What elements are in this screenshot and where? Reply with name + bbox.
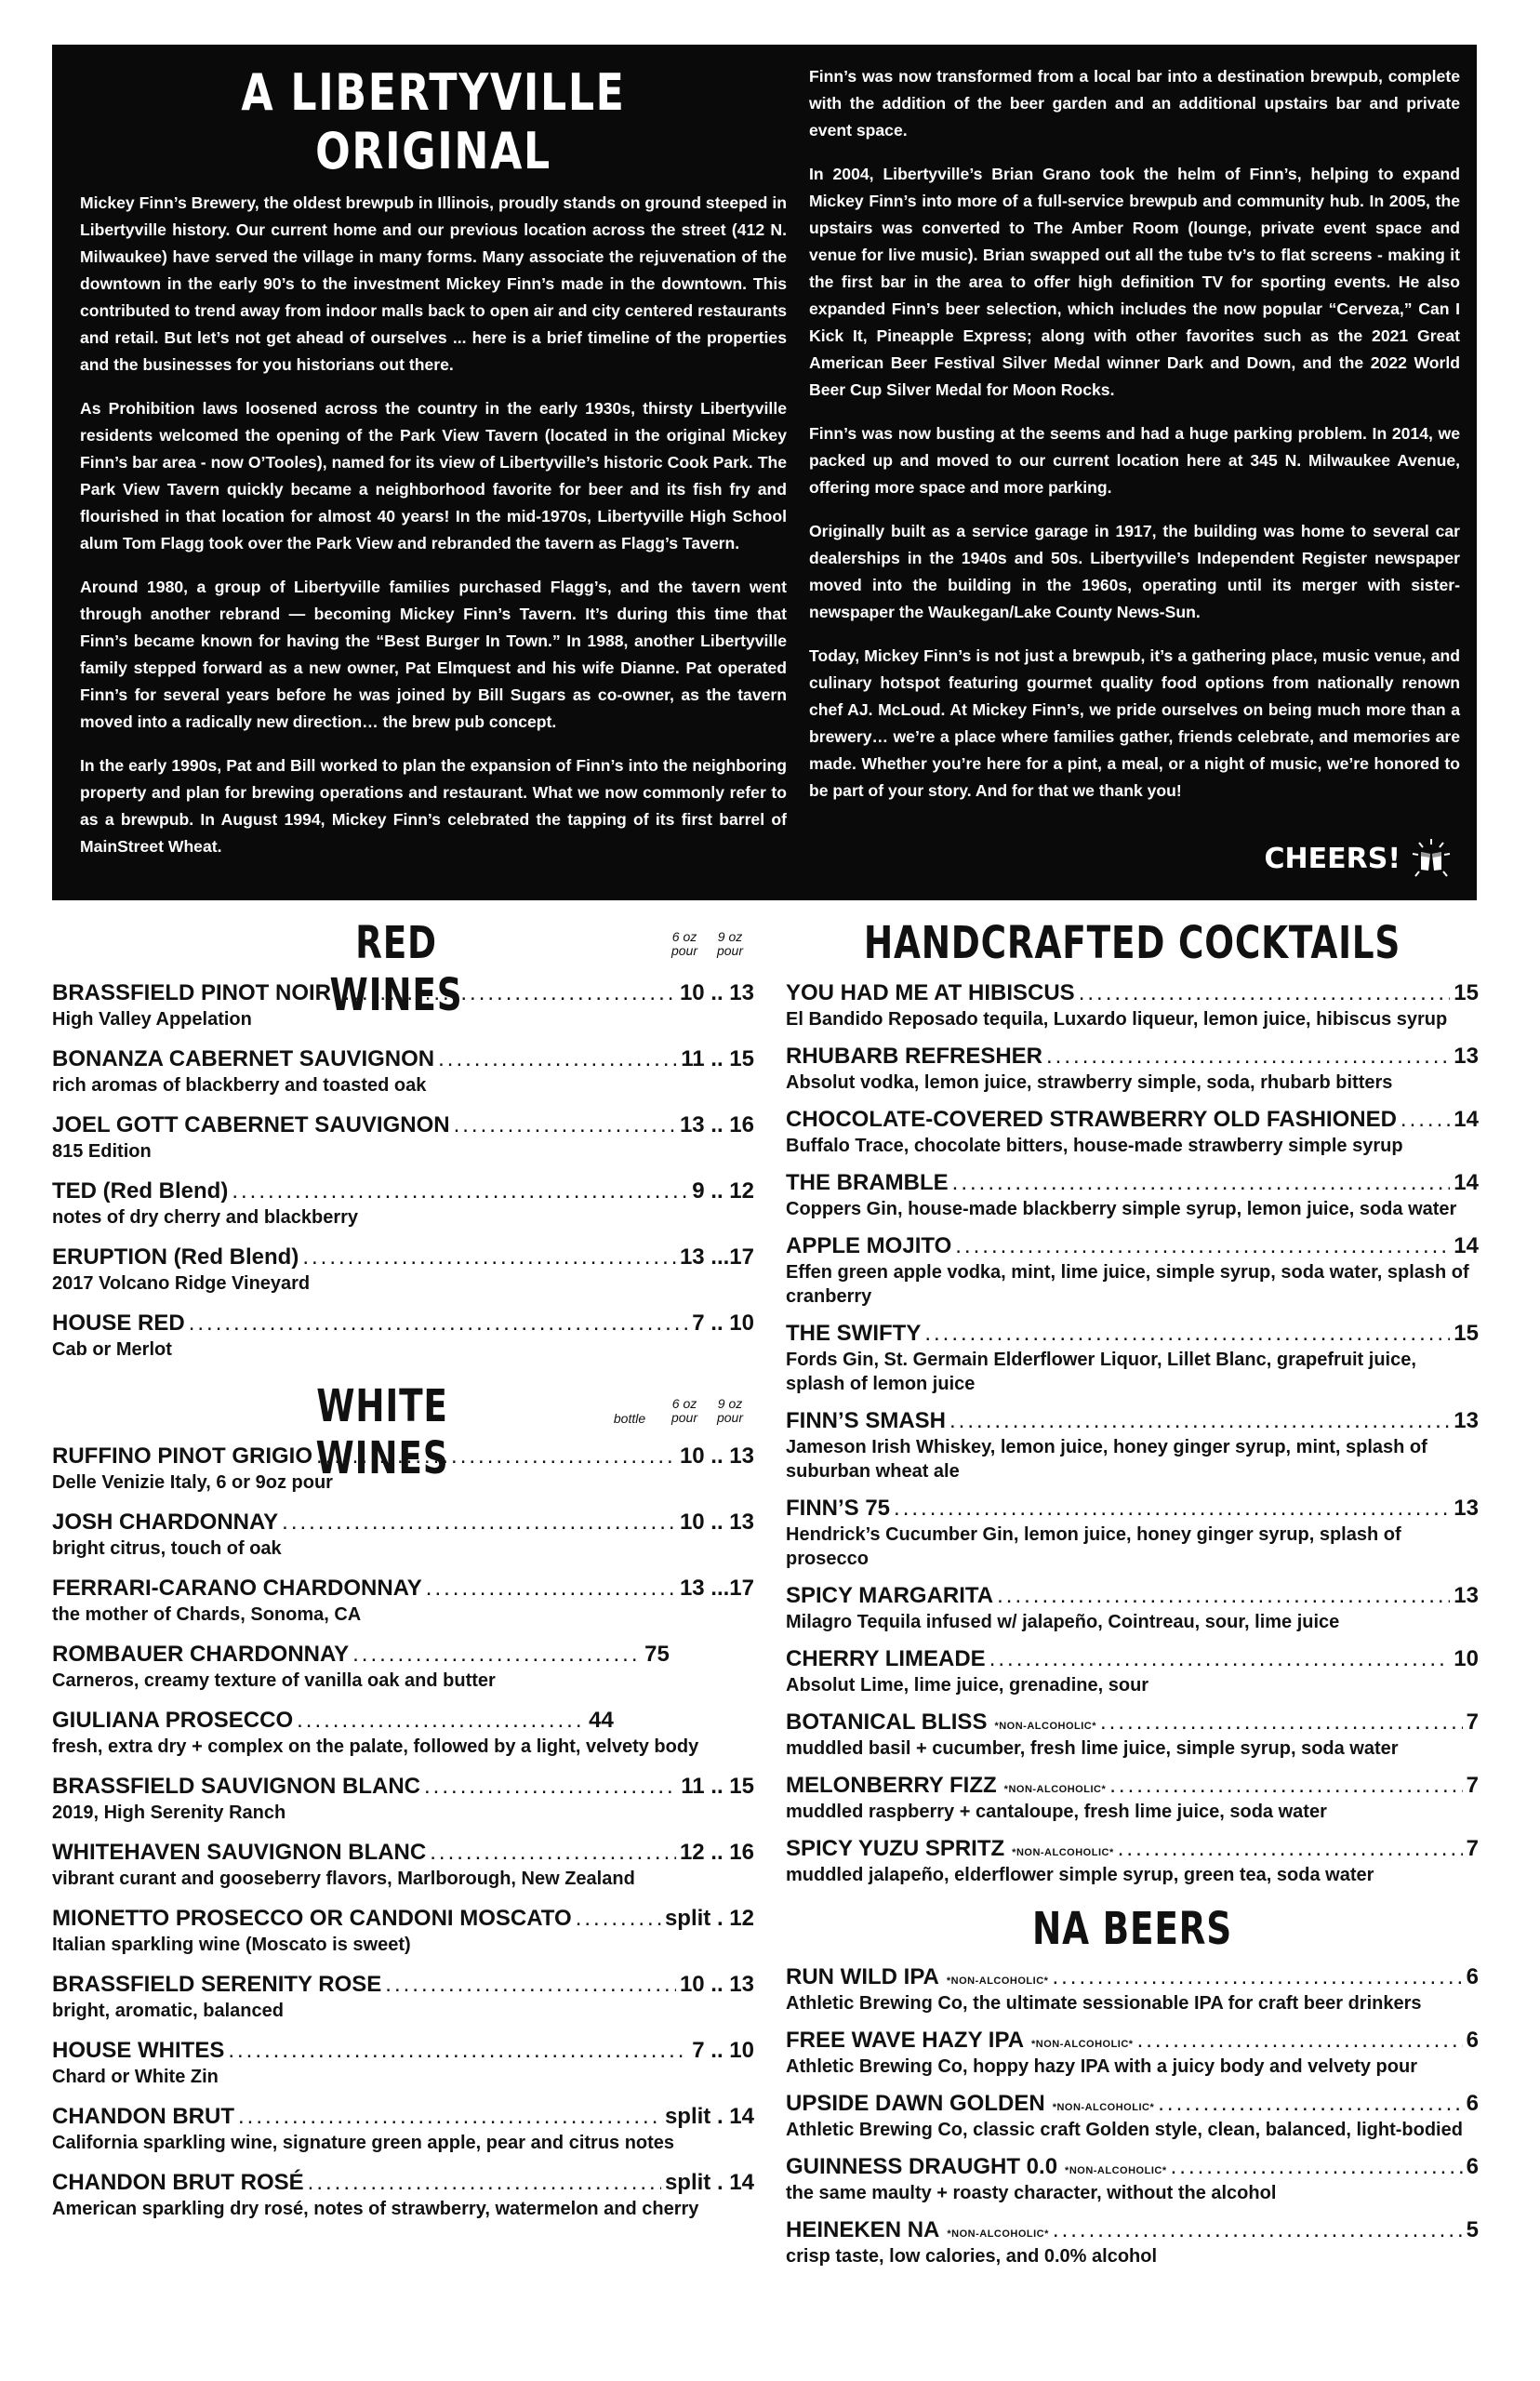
menu-item-row [786,1496,1479,1522]
menu-item [786,980,1479,1031]
menu-item [786,1773,1479,1824]
menu-item-name: THE BRAMBLE [786,1170,949,1195]
wines-column [52,915,754,2236]
menu-item-price: 6 [1466,2154,1479,2179]
history-paragraph: Finn’s was now busting at the seems and had a huge parking problem. In 2014, we packed up and moved to our current location here at 345 N. Milwaukee Avenue, offering more space and more parking. [809,424,1460,497]
menu-item-price: 13 [1454,1496,1479,1521]
non-alcoholic-tag: *NON-ALCOHOLIC* [1012,1847,1114,1858]
menu-item-row [52,1510,754,1536]
menu-item [786,1170,1479,1221]
menu-item-name: TED (Red Blend) [52,1178,229,1204]
menu-item [786,2028,1479,2079]
drinks-column [786,915,1479,2281]
dot-leader [426,1576,676,1602]
menu-item-price: 7 [1466,1836,1479,1861]
menu-item [786,1709,1479,1761]
menu-item-description: El Bandido Reposado tequila, Luxardo liqueur, lemon juice, hibiscus syrup [786,1009,1448,1030]
menu-item [52,2170,754,2221]
history-paragraph: Originally built as a service garage in 1917, the building was home to several car dealerships in the 1940s and 50s. Libertyville’s Independent Register newspaper moved into the building in the 1960s, operating until its merger with sister-newspaper the Waukegan/Lake County News-Sun. [809,522,1460,621]
menu-item-name: HOUSE WHITES [52,2038,225,2063]
menu-item-price: 14 [1454,1107,1479,1132]
menu-item-description: fresh, extra dry + complex on the palate, followed by a light, velvety body [52,1736,699,1757]
menu-item-description: rich aromas of blackberry and toasted oak [52,1075,427,1096]
menu-item-description: Carneros, creamy texture of vanilla oak and butter [52,1670,496,1691]
menu-item-description: muddled jalapeño, elderflower simple syrup, green tea, soda water [786,1865,1374,1885]
menu-item-description: Effen green apple vodka, mint, lime juice, simple syrup, soda water, splash of cranberry [786,1262,1469,1307]
menu-item-price: split . 12 [664,1906,754,1931]
menu-item [786,2091,1479,2142]
menu-item-name: BRASSFIELD PINOT NOIR [52,980,332,1005]
menu-item-description: Buffalo Trace, chocolate bitters, house-made strawberry simple syrup [786,1136,1403,1156]
menu-item-row [52,2104,754,2130]
history-left-column [80,63,787,877]
dot-leader [1158,2091,1462,2117]
menu-item-name: CHERRY LIMEADE [786,1646,986,1671]
dot-leader [1046,1044,1450,1070]
menu-item-price: 11 .. 15 [681,1046,754,1071]
menu-item-row [786,1773,1479,1799]
menu-item-price: 15 [1454,1321,1479,1346]
menu-item-row [786,2217,1479,2243]
menu-item [52,1906,754,1957]
dot-leader [1052,1964,1462,1990]
menu-item-row [786,1233,1479,1259]
menu-item-price: 14 [1454,1170,1479,1195]
menu-item-row [52,1178,754,1204]
menu-item-name: SPICY MARGARITA [786,1583,994,1608]
dot-leader [302,1244,676,1270]
menu-item-description: crisp taste, low calories, and 0.0% alcohol [786,2246,1158,2267]
menu-item-price: 13 ...17 [679,1244,754,1270]
menu-item-row [52,1244,754,1270]
na-beers-title: NA BEERS [1031,1903,1233,1955]
menu-item-price: 6 [1466,2091,1479,2116]
dot-leader [1118,1836,1463,1862]
na-beers-list [786,1964,1479,2268]
non-alcoholic-tag: *NON-ALCOHOLIC* [946,1975,1049,1987]
menu-item [52,1178,754,1230]
menu-item-price: 9 .. 12 [692,1178,754,1204]
dot-leader [955,1233,1450,1259]
cheers-sign [1265,837,1454,880]
menu-item-price: 5 [1466,2217,1479,2242]
menu-item-price: 6 [1466,1964,1479,1989]
menu-item-name: GIULIANA PROSECCO [52,1708,294,1733]
menu-item-price: 13 [1454,1044,1479,1069]
menu-item-description: 815 Edition [52,1141,152,1162]
menu-item-row [52,1840,754,1866]
menu-item [786,1107,1479,1158]
menu-item-name: MIONETTO PROSECCO OR CANDONI MOSCATO [52,1906,572,1931]
menu-item-name: UPSIDE DAWN GOLDEN [786,2091,1045,2116]
menu-item-price: 7 [1466,1709,1479,1735]
menu-item-row [786,1170,1479,1196]
menu-item-price: split . 14 [664,2170,754,2195]
menu-item-row [52,2038,754,2064]
menu-item-price: 6 [1466,2028,1479,2053]
menu-item-row [786,1646,1479,1672]
menu-item-name: GUINNESS DRAUGHT 0.0 [786,2154,1058,2179]
dot-leader [308,2170,661,2196]
menu-item-price: 15 [1454,980,1479,1005]
dot-leader [1171,2154,1463,2180]
dot-leader [454,1112,676,1138]
history-title: A LIBERTYVILLE ORIGINAL [241,63,626,180]
menu-item [786,1044,1479,1095]
dot-leader [1401,1107,1450,1133]
menu-item-description: vibrant curant and gooseberry flavors, Marlborough, New Zealand [52,1869,635,1889]
dot-leader [438,1046,677,1072]
pour-header-6oz: 6 oz pour [670,929,698,958]
dot-leader [385,1972,676,1998]
menu-item-name: THE SWIFTY [786,1321,922,1346]
red-wines-title: RED WINES [329,917,463,1021]
menu-item-name: BRASSFIELD SAUVIGNON BLANC [52,1774,421,1799]
menu-item-name: BRASSFIELD SERENITY ROSE [52,1972,382,1997]
menu-item-description: Coppers Gin, house-made blackberry simple syrup, lemon juice, soda water [786,1199,1457,1219]
menu-item-description: American sparkling dry rosé, notes of strawberry, watermelon and cherry [52,2199,699,2219]
menu-item-description: California sparkling wine, signature green apple, pear and citrus notes [52,2133,675,2153]
menu-item [52,1576,754,1627]
menu-item-price: 13 [1454,1408,1479,1433]
menu-item-row [52,1774,754,1800]
menu-item-description: Absolut vodka, lemon juice, strawberry simple, soda, rhubarb bitters [786,1072,1393,1093]
menu-item-description: Italian sparkling wine (Moscato is sweet) [52,1935,411,1955]
menu-item-row [786,2154,1479,2180]
menu-item-name: APPLE MOJITO [786,1233,952,1258]
menu-item-name: ERUPTION (Red Blend) [52,1244,299,1270]
menu-item-name: WHITEHAVEN SAUVIGNON BLANC [52,1840,427,1865]
menu-item-description: muddled basil + cucumber, fresh lime juice, simple syrup, soda water [786,1738,1399,1759]
dot-leader [952,1170,1451,1196]
white-wines-list [52,1443,754,2221]
menu-item [52,1708,754,1759]
menu-item-row [786,1044,1479,1070]
cocktails-header [786,915,1479,980]
dot-leader [238,2104,661,2130]
menu-item-row [52,1642,754,1668]
menu-item-name: SPICY YUZU SPRITZ [786,1836,1005,1861]
dot-leader [430,1840,676,1866]
menu-item-price: 10 .. 13 [679,1972,754,1997]
menu-item-description: Chard or White Zin [52,2067,219,2087]
cocktails-title: HANDCRAFTED COCKTAILS [863,917,1401,969]
menu-item-description: 2019, High Serenity Ranch [52,1802,286,1823]
dot-leader [1100,1709,1463,1736]
menu-item-description: the same maulty + roasty character, without the alcohol [786,2183,1277,2203]
menu-item-price: 44 [589,1708,614,1733]
menu-item-name: JOEL GOTT CABERNET SAUVIGNON [52,1112,450,1137]
dot-leader [989,1646,1451,1672]
menu-item-row [786,2028,1479,2054]
menu-item-description: Hendrick’s Cucumber Gin, lemon juice, honey ginger syrup, splash of prosecco [786,1524,1401,1569]
menu-item-description: Cab or Merlot [52,1339,172,1360]
dot-leader [1137,2028,1463,2054]
menu-item-row [52,1708,754,1734]
beer-mugs-icon [1410,837,1453,880]
pour-header-bottle: bottle [613,1411,646,1426]
menu-item-row [786,2091,1479,2117]
menu-item-name: BONANZA CABERNET SAUVIGNON [52,1046,435,1071]
non-alcoholic-tag: *NON-ALCOHOLIC* [1052,2102,1155,2113]
dot-leader [282,1510,676,1536]
non-alcoholic-tag: *NON-ALCOHOLIC* [947,2228,1049,2240]
menu-item-row [786,980,1479,1006]
history-paragraph: Around 1980, a group of Libertyville families purchased Flagg’s, and the tavern went through another rebrand — becoming Mickey Finn’s Tavern. It’s during this time that Finn’s became known for having the “Best Burger In Town.” In 1988, another Libertyville family stepped forward as a new owner, Pat Elmquest and his wife Dianne. Pat operated Finn’s for several years before he was joined by Bill Sugars as co-owner, as the tavern moved into a radically new direction… the brew pub concept. [80,578,787,731]
dot-leader [424,1774,677,1800]
menu-item [786,1496,1479,1571]
dot-leader [1053,2217,1463,2243]
menu-item-row [786,1583,1479,1609]
menu-item-name: FINN’S SMASH [786,1408,947,1433]
menu-item-description: Athletic Brewing Co, classic craft Golden style, clean, balanced, light-bodied [786,2120,1463,2140]
menu-item [786,2217,1479,2268]
dot-leader [232,1178,688,1204]
menu-item [786,1836,1479,1887]
menu-item-row [786,1836,1479,1862]
history-paragraph: Finn’s was now transformed from a local bar into a destination brewpub, complete with the addition of the beer garden and an additional upstairs bar and private event space. [809,67,1460,140]
menu-item-price: 11 .. 15 [681,1774,754,1799]
menu-item [52,1642,754,1693]
dot-leader [352,1642,641,1668]
menu-item-description: Jameson Irish Whiskey, lemon juice, honey ginger syrup, mint, splash of suburban wheat ale [786,1437,1427,1482]
menu-item-price: 10 [1454,1646,1479,1671]
dot-leader [894,1496,1450,1522]
history-right-column [809,63,1460,821]
menu-item-row [52,1972,754,1998]
menu-item-price: 12 .. 16 [679,1840,754,1865]
menu-item [52,1310,754,1362]
menu-item-row [52,2170,754,2196]
menu-item-description: muddled raspberry + cantaloupe, fresh lime juice, soda water [786,1802,1327,1822]
menu-item-price: 75 [644,1642,670,1667]
menu-item-row [786,1321,1479,1347]
dot-leader [576,1906,661,1932]
menu-item [786,1964,1479,2015]
dot-leader [1079,980,1451,1006]
menu-item-price: 10 .. 13 [679,980,754,1005]
menu-item-row [52,1310,754,1337]
menu-item-name: JOSH CHARDONNAY [52,1510,279,1535]
history-paragraph: Mickey Finn’s Brewery, the oldest brewpub in Illinois, proudly stands on ground steeped in Libertyville history. Our current home and our previous location across the street (412 N. Milwaukee) have served the village in many forms. Many associate the rejuvenation of the downtown in the early 90’s to the investment Mickey Finn’s made in the downtown. This contributed to trend away from indoor malls back to open air and city centered restaurants and retail. But let’s not get ahead of ourselves ... here is a brief timeline of the properties and the businesses for you historians out there. [80,193,787,374]
menu-item-description: notes of dry cherry and blackberry [52,1207,359,1228]
history-paragraph: Today, Mickey Finn’s is not just a brewpub, it’s a gathering place, music venue, and culinary hotspot featuring gourmet quality food options from nationally renown chef AJ. McLoud. At Mickey Finn’s, we pride ourselves on being much more than a brewery… we’re a place where families gather, friends celebrate, and memories are made. Whether you’re here for a pint, a meal, or a night of music, we’re honored to be part of your story. And for that we thank you! [809,646,1460,800]
menu-item-name: FREE WAVE HAZY IPA [786,2028,1025,2053]
menu-item-description: Delle Venizie Italy, 6 or 9oz pour [52,1472,333,1493]
history-panel [52,45,1477,900]
menu-item [52,2038,754,2089]
menu-item [52,1510,754,1561]
menu-item-name: CHANDON BRUT [52,2104,234,2129]
menu-item-row [786,1964,1479,1990]
menu-item-row [52,1906,754,1932]
menu-item [52,1840,754,1891]
menu-item-price: 13 [1454,1583,1479,1608]
menu-item-price: 7 .. 10 [692,1310,754,1336]
menu-item-row [52,1046,754,1072]
history-paragraph: In the early 1990s, Pat and Bill worked to plan the expansion of Finn’s into the neighboring property and plan for brewing operations and restaurant. What we now commonly refer to as a brewpub. In August 1994, Mickey Finn’s celebrated the tapping of its first barrel of MainStreet Wheat. [80,756,787,856]
menu-item-name: MELONBERRY FIZZ [786,1773,997,1798]
menu-item-name: HOUSE RED [52,1310,185,1336]
menu-item-row [786,1408,1479,1434]
white-wines-title: WHITE WINES [315,1380,449,1484]
menu-item [52,1112,754,1164]
pour-header-6oz: 6 oz pour [670,1396,698,1425]
menu-item-price: split . 14 [664,2104,754,2129]
menu-item [52,1244,754,1296]
menu-item-row [52,1576,754,1602]
menu-item-name: FERRARI-CARANO CHARDONNAY [52,1576,422,1601]
menu-item-row [786,1709,1479,1736]
menu-item-description: the mother of Chards, Sonoma, CA [52,1604,362,1625]
menu-item-description: bright citrus, touch of oak [52,1538,282,1559]
menu-item-name: CHANDON BRUT ROSÉ [52,2170,304,2195]
menu-item-name: FINN’S 75 [786,1496,891,1521]
menu-item [52,2104,754,2155]
dot-leader [297,1708,585,1734]
menu-item-price: 7 [1466,1773,1479,1798]
non-alcoholic-tag: *NON-ALCOHOLIC* [1003,1784,1107,1795]
non-alcoholic-tag: *NON-ALCOHOLIC* [1031,2039,1134,2050]
menu-item-name: CHOCOLATE-COVERED STRAWBERRY OLD FASHIONED [786,1107,1397,1132]
non-alcoholic-tag: *NON-ALCOHOLIC* [994,1721,1097,1732]
menu-item-price: 7 .. 10 [692,2038,754,2063]
menu-item-name: RUFFINO PINOT GRIGIO [52,1443,312,1469]
menu-item-description: Athletic Brewing Co, hoppy hazy IPA with a juicy body and velvety pour [786,2056,1417,2077]
red-wines-list [52,980,754,1362]
menu-item-name: BOTANICAL BLISS [786,1709,988,1735]
menu-item-name: HEINEKEN NA [786,2217,940,2242]
menu-item-row [52,1112,754,1138]
non-alcoholic-tag: *NON-ALCOHOLIC* [1065,2165,1167,2176]
dot-leader [1109,1773,1462,1799]
pour-header-9oz: 9 oz pour [716,1396,744,1425]
menu-item [786,1321,1479,1396]
menu-item-name: RHUBARB REFRESHER [786,1044,1043,1069]
menu-item-price: 10 .. 13 [679,1510,754,1535]
pour-header-9oz: 9 oz pour [716,929,744,958]
menu-item-row [786,1107,1479,1133]
history-paragraph: As Prohibition laws loosened across the country in the early 1930s, thirsty Libertyville residents welcomed the opening of the Park View Tavern (located in the original Mickey Finn’s bar area - now O’Tooles), named for its view of Libertyville’s historic Cook Park. The Park View Tavern quickly became a neighborhood favorite for beer and its fish fry and flourished in that location for almost 40 years! In the mid-1970s, Libertyville High School alum Tom Flagg took over the Park View and rebranded the tavern as Flagg’s Tavern. [80,399,787,552]
menu-item [52,1774,754,1825]
menu-item-price: 14 [1454,1233,1479,1258]
dot-leader [189,1310,689,1337]
dot-leader [997,1583,1450,1609]
menu-item-description: 2017 Volcano Ridge Vineyard [52,1273,311,1294]
menu-item-description: Milagro Tequila infused w/ jalapeño, Cointreau, sour, lime juice [786,1612,1340,1632]
menu-item-name: RUN WILD IPA [786,1964,939,1989]
cheers-text: CHEERS! [1264,842,1401,875]
menu-item-price: 10 .. 13 [679,1443,754,1469]
menu-item-price: 13 ...17 [679,1576,754,1601]
menu-item [786,1408,1479,1483]
menu-item-description: Absolut Lime, lime juice, grenadine, sour [786,1675,1149,1696]
menu-item-description: Fords Gin, St. Germain Elderflower Liquor, Lillet Blanc, grapefruit juice, splash of lemon juice [786,1350,1416,1394]
menu-item [786,2154,1479,2205]
menu-item-name: YOU HAD ME AT HIBISCUS [786,980,1075,1005]
menu-item [52,1046,754,1097]
menu-item-description: Athletic Brewing Co, the ultimate sessionable IPA for craft beer drinkers [786,1993,1422,2014]
menu-item [786,1233,1479,1309]
dot-leader [949,1408,1450,1434]
menu-item-description: bright, aromatic, balanced [52,2001,284,2021]
na-beers-header [786,1899,1479,1964]
menu-item [786,1583,1479,1634]
history-paragraph: In 2004, Libertyville’s Brian Grano took the helm of Finn’s, helping to expand Mickey Finn’s into more of a full-service brewpub and community hub. In 2005, the upstairs was converted to The Amber Room (lounge, private event space and venue for live music). Brian swapped out all the tube tv’s to flat screens - making it the first bar in the area to offer high definition TV for sporting events. He also expanded Finn’s beer selection, which includes the now popular “Cerveza,” Can I Kick It, Pineapple Express; along with other favorites such as the 2021 Great American Beer Festival Silver Medal winner Dark and Down, and the 2022 World Beer Cup Silver Medal for Moon Rocks. [809,165,1460,399]
menu-item [52,1972,754,2023]
menu-item [786,1646,1479,1697]
menu-item-name: ROMBAUER CHARDONNAY [52,1642,350,1667]
menu-item-description: High Valley Appelation [52,1009,252,1030]
dot-leader [228,2038,688,2064]
menu-item-price: 13 .. 16 [679,1112,754,1137]
dot-leader [924,1321,1450,1347]
cocktails-list [786,980,1479,1887]
